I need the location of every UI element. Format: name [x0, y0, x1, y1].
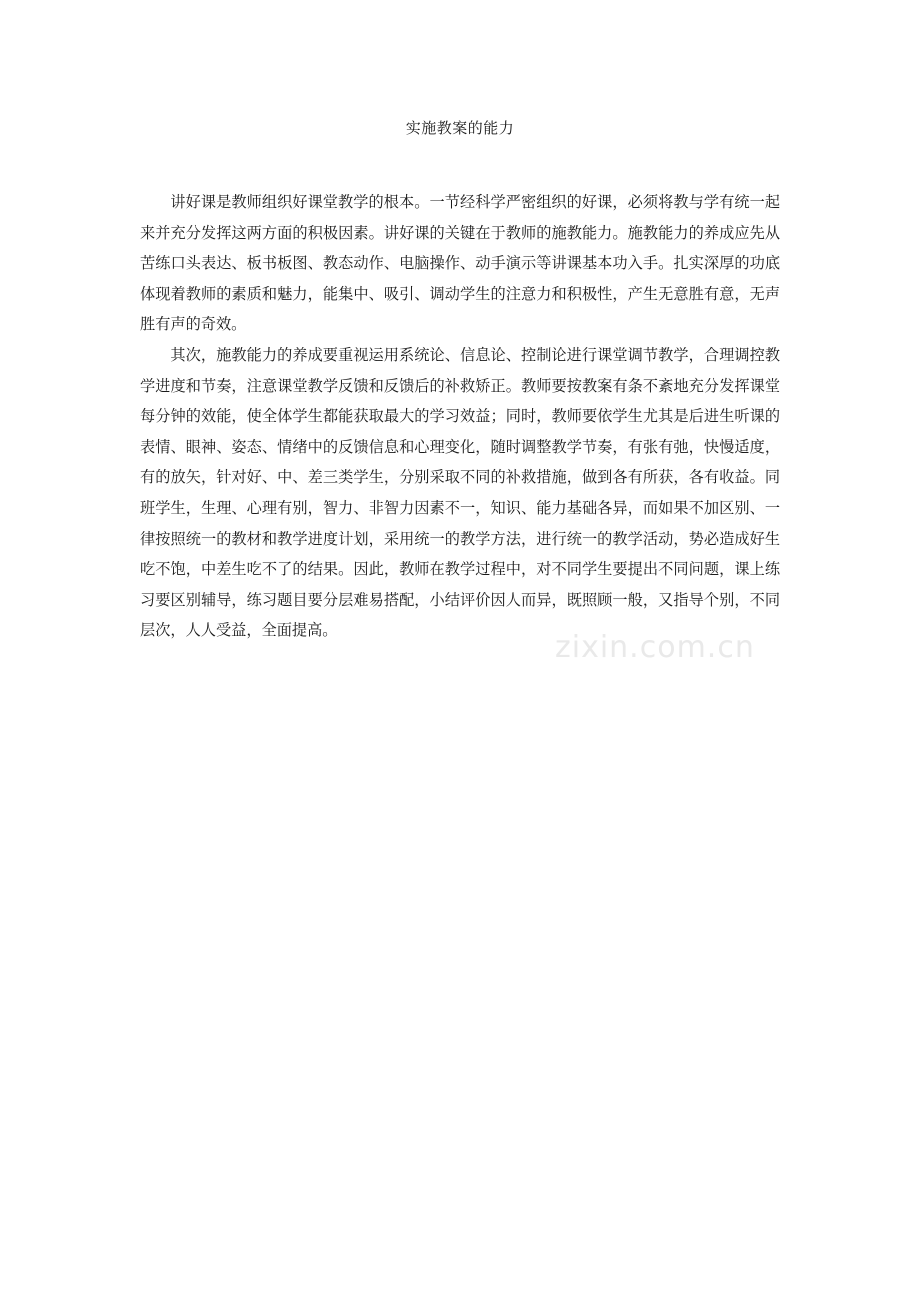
document-body — [140, 187, 780, 646]
document-title: 实施教案的能力 — [405, 119, 515, 137]
paragraph-1: 讲好课是教师组织好课堂教学的根本。一节经科学严密组织的好课，必须将教与学有统一起来并充分发挥这两方面的积极因素。讲好课的关键在于教师的施教能力。施教能力的养成应先从苦练口头表达、板书板图、教态动作、电脑操作、动手演示等讲课基本功入手。扎实深厚的功底体现着教师的素质和魅力，能集中、吸引、调动学生的注意力和积极性，产生无意胜有意，无声胜有声的奇效。 — [140, 193, 780, 334]
paragraph-2: 其次，施教能力的养成要重视运用系统论、信息论、控制论进行课堂调节教学，合理调控教学进度和节奏，注意课堂教学反馈和反馈后的补救矫正。教师要按教案有条不紊地充分发挥课堂每分钟的效能，使全体学生都能获取最大的学习效益；同时，教师要依学生尤其是后进生听课的表情、眼神、姿态、情绪中的反馈信息和心理变化，随时调整教学节奏，有张有弛，快慢适度，有的放矢，针对好、中、差三类学生，分别采取不同的补救措施，做到各有所获，各有收益。同班学生，生理、心理有别，智力、非智力因素不一，知识、能力基础各异，而如果不加区别、一律按照统一的教材和教学进度计划，采用统一的教学方法，进行统一的教学活动，势必造成好生吃不饱，中差生吃不了的结果。因此，教师在教学过程中，对不同学生要提出不同问题，课上练习要区别辅导，练习题目要分层难易搭配，小结评价因人而异，既照顾一般，又指导个别，不同层次，人人受益，全面提高。 — [140, 345, 780, 640]
watermark: zixin.com.cn — [555, 630, 755, 665]
